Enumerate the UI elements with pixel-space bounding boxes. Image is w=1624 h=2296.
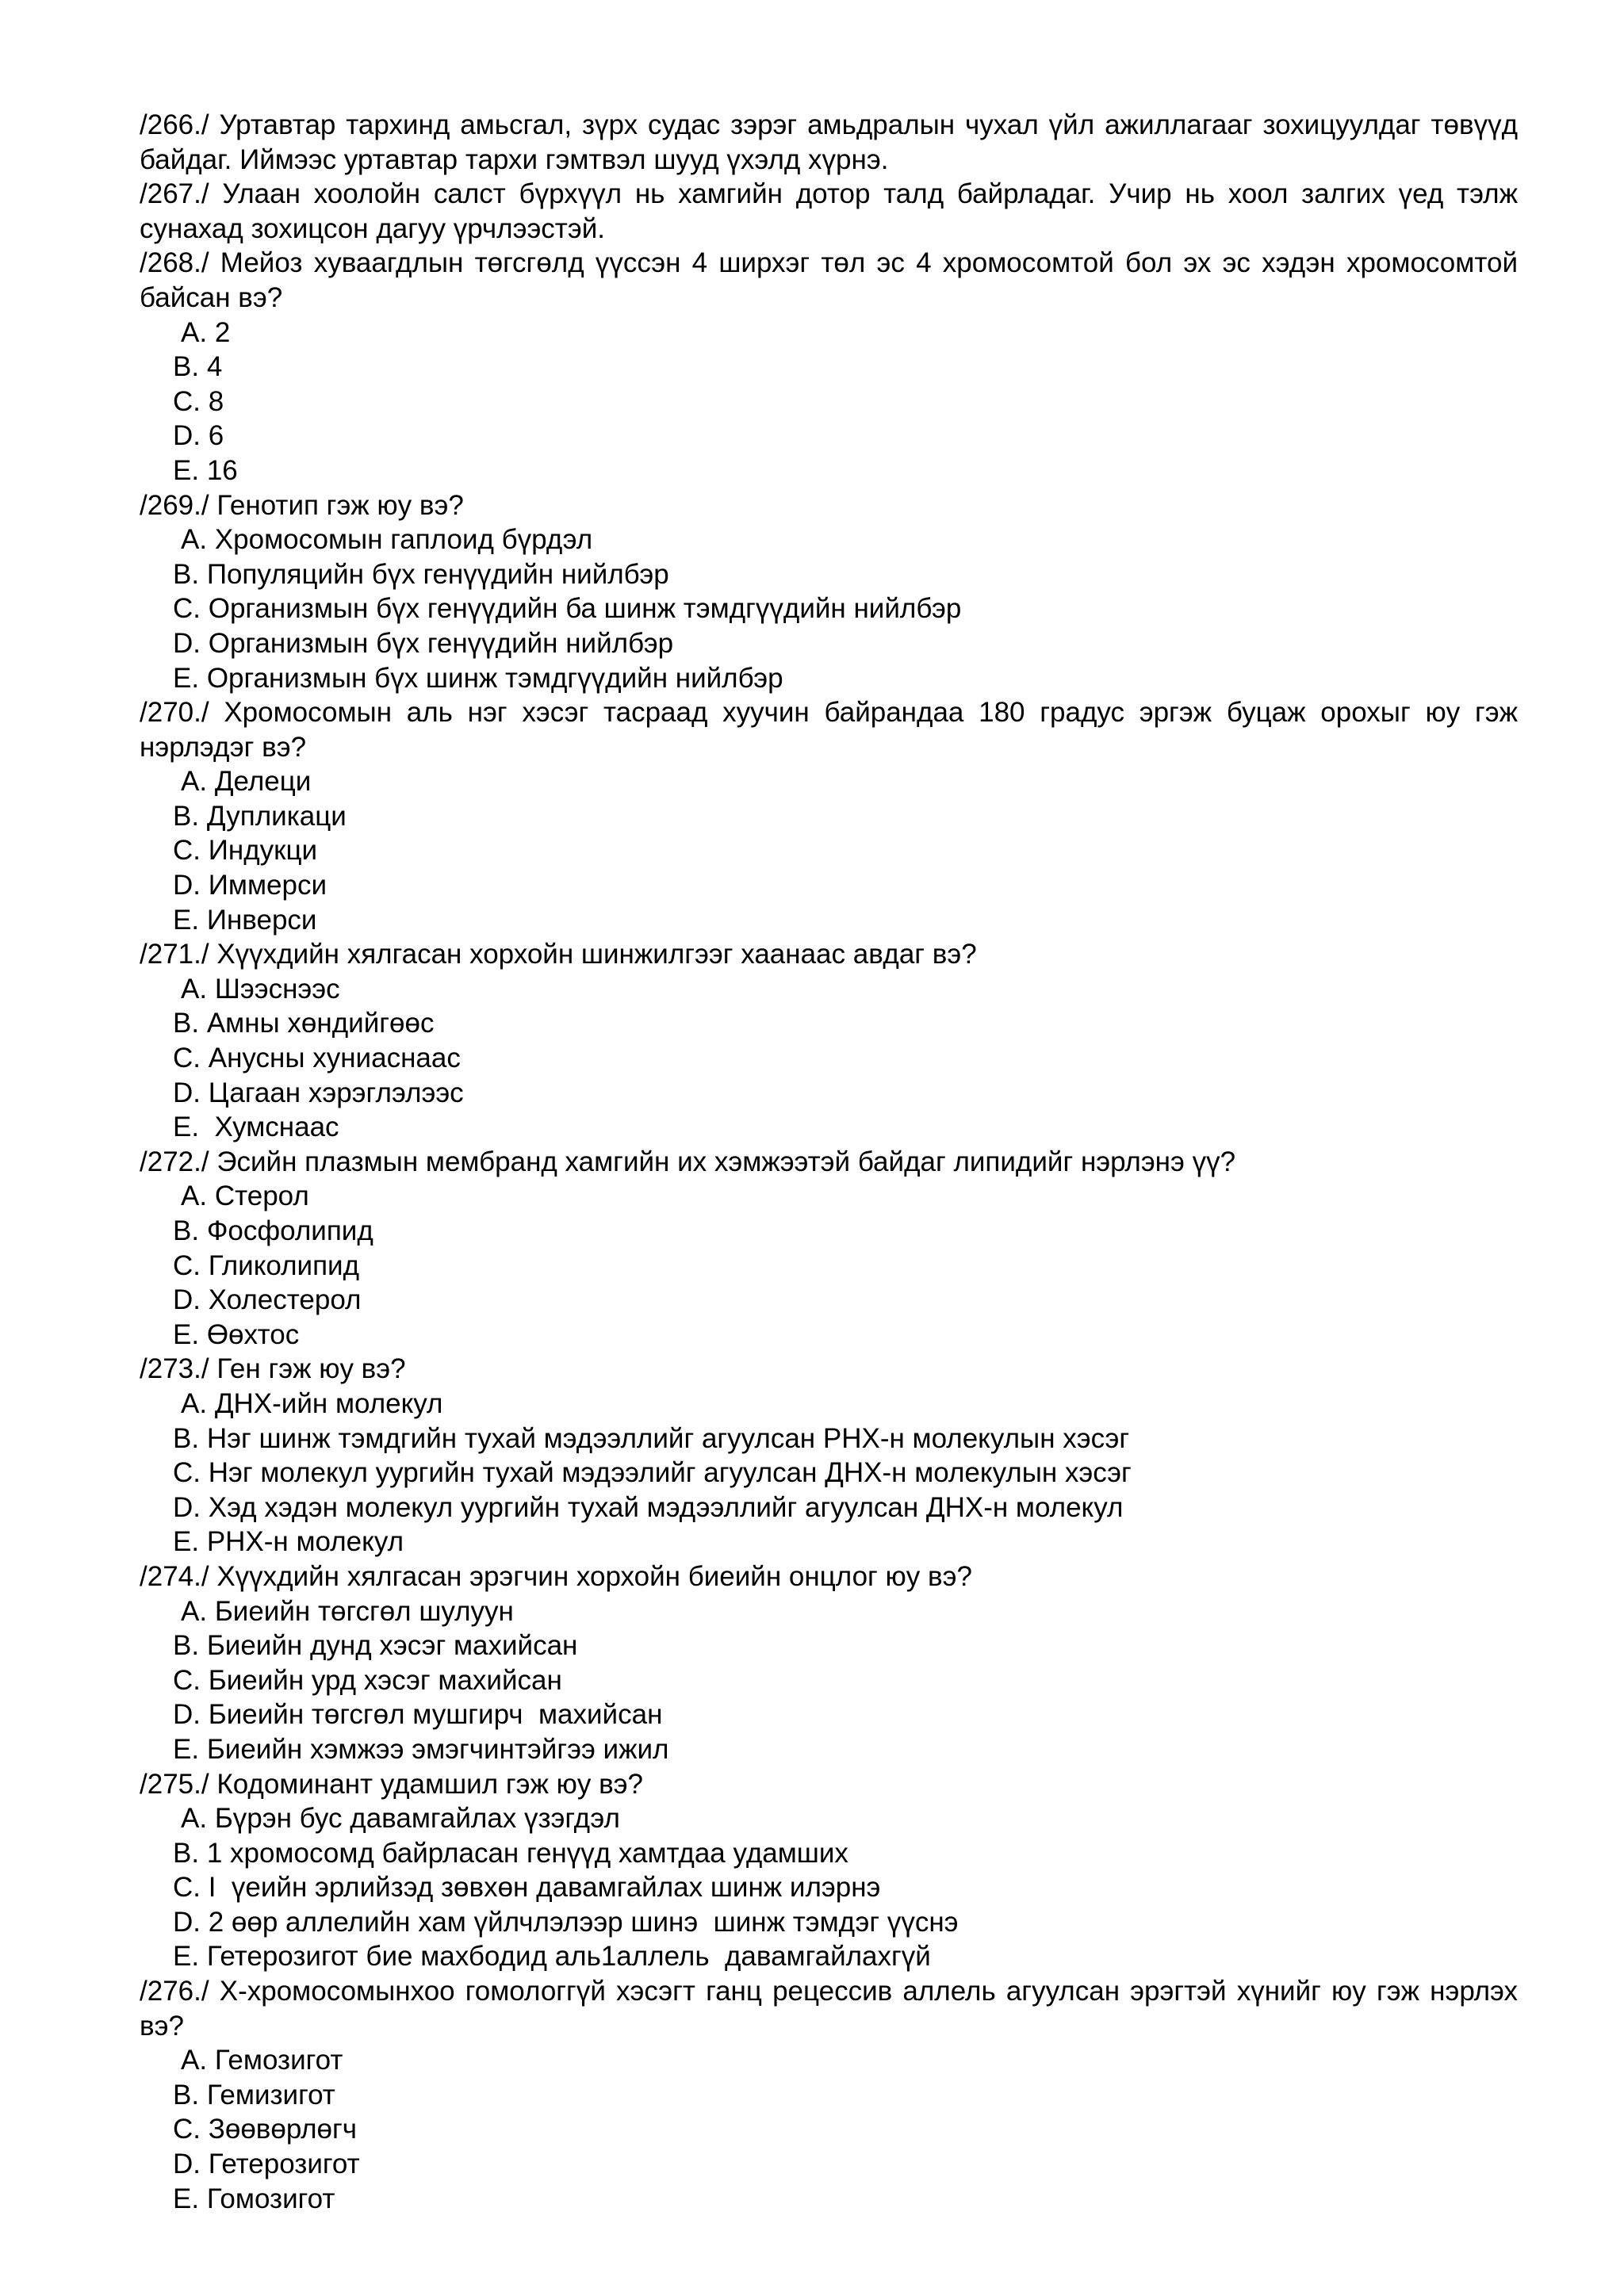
answer-option xyxy=(140,1732,1518,1767)
question-text xyxy=(140,1145,1518,1180)
question-text xyxy=(140,1767,1518,1802)
answer-option xyxy=(140,833,1518,868)
option-text: 8 xyxy=(208,385,224,417)
option-text: Хромосомын гаплоид бүрдэл xyxy=(214,524,593,556)
question-body: Уртавтар тархинд амьсгал, зүрх судас зэрэг амьдралын чухал үйл ажиллагааг зохицуулдаг төвүүд байдаг. Иймээс уртавтар тархи гэмтвэл шууд үхэлд хүрнэ. xyxy=(140,109,1519,175)
option-letter: E. xyxy=(173,2183,200,2214)
option-letter: E. xyxy=(173,454,200,486)
option-text: Хэд хэдэн молекул уургийн тухай мэдээллийг агуулсан ДНХ-н молекул xyxy=(208,1491,1124,1523)
option-text: РНХ-н молекул xyxy=(206,1526,404,1558)
option-letter: D. xyxy=(173,420,201,452)
question-text xyxy=(140,246,1518,315)
question-block xyxy=(140,488,1518,696)
option-letter: C. xyxy=(173,1249,201,1281)
question-number: /268./ xyxy=(140,247,209,279)
option-text: Биеийн дунд хэсэг махийсан xyxy=(206,1630,578,1662)
answer-option xyxy=(140,1525,1518,1559)
question-number: /276./ xyxy=(140,1976,209,2007)
question-text xyxy=(140,1559,1518,1594)
option-text: 2 өөр аллелийн хам үйлчлэлээр шинэ шинж тэмдэг үүснэ xyxy=(208,1906,959,1938)
option-letter: E. xyxy=(173,1941,200,1973)
option-text: Инверси xyxy=(206,904,317,936)
option-letter: A. xyxy=(181,766,208,798)
option-letter: A. xyxy=(181,1803,208,1835)
answer-option xyxy=(140,1214,1518,1249)
question-block xyxy=(140,1767,1518,1975)
option-letter: A. xyxy=(181,1181,208,1212)
option-text: Биеийн урд хэсэг махийсан xyxy=(208,1664,562,1696)
option-letter: D. xyxy=(173,870,201,901)
option-text: 2 xyxy=(214,316,231,348)
answer-option xyxy=(140,591,1518,626)
option-text: Организмын бүх шинж тэмдгүүдийн нийлбэр xyxy=(206,662,783,694)
option-letter: C. xyxy=(173,1872,201,1904)
option-letter: C. xyxy=(173,593,201,625)
option-text: 6 xyxy=(208,420,224,452)
question-block xyxy=(140,1559,1518,1767)
option-text: Бүрэн бус давамгайлах үзэгдэл xyxy=(214,1803,620,1835)
question-number: /271./ xyxy=(140,939,209,970)
answer-option xyxy=(140,2147,1518,2182)
option-letter: D. xyxy=(173,627,201,659)
option-letter: D. xyxy=(173,1077,201,1108)
option-letter: C. xyxy=(173,385,201,417)
option-text: Дупликаци xyxy=(206,800,347,832)
option-text: Гликолипид xyxy=(208,1249,359,1281)
answer-option xyxy=(140,1490,1518,1525)
option-letter: E. xyxy=(173,662,200,694)
answer-option xyxy=(140,1456,1518,1490)
answer-option xyxy=(140,316,1518,350)
option-letter: D. xyxy=(173,1699,201,1731)
option-letter: A. xyxy=(181,1595,208,1627)
option-letter: B. xyxy=(173,351,200,383)
answer-option xyxy=(140,1318,1518,1353)
answer-option xyxy=(140,350,1518,385)
question-text xyxy=(140,488,1518,523)
question-block xyxy=(140,695,1518,937)
document-page xyxy=(140,108,1518,2216)
answer-option xyxy=(140,903,1518,938)
option-text: Нэг шинж тэмдгийн тухай мэдээллийг агуулсан РНХ-н молекулын хэсэг xyxy=(206,1422,1130,1454)
answer-option xyxy=(140,419,1518,453)
question-number: /267./ xyxy=(140,178,209,210)
option-text: Гомозигот xyxy=(206,2183,335,2214)
question-body: Эсийн плазмын мембранд хамгийн их хэмжээтэй байдаг липидийг нэрлэнэ үү? xyxy=(216,1146,1236,1177)
question-list xyxy=(140,108,1518,2216)
answer-option xyxy=(140,661,1518,696)
option-letter: B. xyxy=(173,2079,200,2110)
answer-option xyxy=(140,1283,1518,1318)
option-letter: E. xyxy=(173,1112,200,1143)
option-text: Фосфолипид xyxy=(206,1215,373,1246)
option-text: Гетерозигот бие махбодид аль1аллель давамгайлахгүй xyxy=(206,1941,931,1973)
option-letter: C. xyxy=(173,2114,201,2145)
option-letter: E. xyxy=(173,1733,200,1765)
option-text: Цагаан хэрэглэлээс xyxy=(208,1077,464,1108)
answer-option xyxy=(140,453,1518,488)
option-text: Биеийн төгсгөл мушгирч махийсан xyxy=(208,1699,663,1731)
question-number: /269./ xyxy=(140,489,209,521)
option-text: Иммерси xyxy=(208,870,327,901)
answer-option xyxy=(140,1697,1518,1732)
answer-option xyxy=(140,868,1518,903)
question-text xyxy=(140,937,1518,972)
question-number: /274./ xyxy=(140,1560,209,1592)
question-block xyxy=(140,246,1518,488)
option-text: Хумснаас xyxy=(206,1112,339,1143)
option-letter: B. xyxy=(173,1422,200,1454)
question-block xyxy=(140,177,1518,246)
answer-option xyxy=(140,1006,1518,1041)
option-letter: E. xyxy=(173,904,200,936)
question-block xyxy=(140,937,1518,1145)
option-text: Өөхтос xyxy=(206,1318,300,1350)
question-body: Улаан хоолойн салст бүрхүүл нь хамгийн дотор талд байрладаг. Учир нь хоол залгих үед тэлж сунахад зохицсон дагуу үрчлээстэй. xyxy=(140,178,1518,244)
question-body: Хромосомын аль нэг хэсэг тасраад хуучин байрандаа 180 градус эргэж буцаж орохыг юу гэж нэрлэдэг вэ? xyxy=(140,697,1518,763)
option-text: Амны хөндийгөөс xyxy=(206,1008,435,1039)
option-letter: D. xyxy=(173,2149,201,2180)
answer-option xyxy=(140,1939,1518,1974)
option-text: I үеийн эрлийзэд зөвхөн давамгайлах шинж илэрнэ xyxy=(208,1872,881,1904)
answer-option xyxy=(140,1663,1518,1698)
answer-option xyxy=(140,1249,1518,1284)
question-body: Генотип гэж юу вэ? xyxy=(216,489,464,521)
answer-option xyxy=(140,2078,1518,2113)
question-body: Хүүхдийн хялгасан эрэгчин хорхойн биеийн онцлог юу вэ? xyxy=(216,1560,972,1592)
answer-option xyxy=(140,1905,1518,1940)
option-letter: E. xyxy=(173,1318,200,1350)
option-letter: A. xyxy=(181,973,208,1004)
option-letter: C. xyxy=(173,1043,201,1074)
option-text: Стерол xyxy=(214,1181,309,1212)
option-text: Зөөвөрлөгч xyxy=(208,2114,358,2145)
question-text xyxy=(140,1352,1518,1387)
option-letter: D. xyxy=(173,1284,201,1316)
answer-option xyxy=(140,972,1518,1007)
option-letter: A. xyxy=(181,524,208,556)
option-letter: C. xyxy=(173,835,201,867)
answer-option xyxy=(140,1387,1518,1422)
question-block xyxy=(140,1352,1518,1559)
option-letter: B. xyxy=(173,1630,200,1662)
option-text: 1 хромосомд байрласан генүүд хамтдаа удамших xyxy=(206,1837,848,1869)
option-letter: D. xyxy=(173,1906,201,1938)
answer-option xyxy=(140,626,1518,661)
answer-option xyxy=(140,1179,1518,1214)
option-letter: B. xyxy=(173,1837,200,1869)
option-letter: A. xyxy=(181,2045,208,2076)
question-number: /275./ xyxy=(140,1768,209,1800)
option-text: Делеци xyxy=(214,766,312,798)
question-number: /273./ xyxy=(140,1353,209,1385)
answer-option xyxy=(140,2182,1518,2217)
question-number: /266./ xyxy=(140,109,209,140)
question-body: Х-хромосомынхоо гомологгүй хэсэгт ганц рецессив аллель агуулсан эрэгтэй хүнийг юу гэж нэрлэх вэ? xyxy=(140,1976,1518,2042)
question-block xyxy=(140,1145,1518,1353)
question-number: /272./ xyxy=(140,1146,209,1177)
option-letter: E. xyxy=(173,1526,200,1558)
answer-option xyxy=(140,1836,1518,1871)
answer-option xyxy=(140,557,1518,592)
option-text: Шээснээс xyxy=(214,973,340,1004)
option-text: 16 xyxy=(206,454,238,486)
question-text xyxy=(140,695,1518,764)
option-text: Нэг молекул уургийн тухай мэдээлийг агуулсан ДНХ-н молекулын хэсэг xyxy=(208,1457,1132,1489)
answer-option xyxy=(140,1594,1518,1629)
answer-option xyxy=(140,2043,1518,2078)
answer-option xyxy=(140,2112,1518,2147)
option-letter: B. xyxy=(173,1008,200,1039)
question-body: Ген гэж юу вэ? xyxy=(216,1353,406,1385)
question-body: Хүүхдийн хялгасан хорхойн шинжилгээг хаанаас авдаг вэ? xyxy=(216,939,977,970)
option-letter: B. xyxy=(173,1215,200,1246)
option-letter: A. xyxy=(181,316,208,348)
answer-option xyxy=(140,1422,1518,1456)
option-text: Популяцийн бүх генүүдийн нийлбэр xyxy=(206,558,669,590)
answer-option xyxy=(140,522,1518,557)
option-text: Холестерол xyxy=(208,1284,362,1316)
answer-option xyxy=(140,1801,1518,1836)
answer-option xyxy=(140,1041,1518,1076)
option-text: Гемозигот xyxy=(214,2045,343,2076)
option-text: Индукци xyxy=(208,835,318,867)
answer-option xyxy=(140,1110,1518,1145)
answer-option xyxy=(140,385,1518,419)
question-body: Мейоз хуваагдлын төгсгөлд үүссэн 4 ширхэг төл эс 4 хромосомтой бол эх эс хэдэн хромосомтой байсан вэ? xyxy=(140,247,1518,313)
option-text: Гемизигот xyxy=(206,2079,335,2110)
option-letter: D. xyxy=(173,1491,201,1523)
question-body: Кодоминант удамшил гэж юу вэ? xyxy=(216,1768,643,1800)
option-text: 4 xyxy=(206,351,223,383)
question-text xyxy=(140,177,1518,246)
question-number: /270./ xyxy=(140,697,209,729)
option-text: Биеийн хэмжээ эмэгчинтэйгээ ижил xyxy=(206,1733,669,1765)
option-letter: C. xyxy=(173,1457,201,1489)
question-text xyxy=(140,1974,1518,2043)
option-text: Биеийн төгсгөл шулуун xyxy=(214,1595,514,1627)
option-text: ДНХ-ийн молекул xyxy=(214,1387,443,1419)
option-letter: A. xyxy=(181,1387,208,1419)
option-text: Организмын бүх генүүдийн ба шинж тэмдгүүдийн нийлбэр xyxy=(208,593,962,625)
answer-option xyxy=(140,1076,1518,1111)
option-letter: B. xyxy=(173,558,200,590)
answer-option xyxy=(140,1628,1518,1663)
question-text xyxy=(140,108,1518,177)
answer-option xyxy=(140,1870,1518,1905)
option-letter: B. xyxy=(173,800,200,832)
answer-option xyxy=(140,799,1518,834)
question-block xyxy=(140,108,1518,177)
option-text: Организмын бүх генүүдийн нийлбэр xyxy=(208,627,674,659)
option-letter: C. xyxy=(173,1664,201,1696)
option-text: Анусны хуниаснаас xyxy=(208,1043,461,1074)
answer-option xyxy=(140,764,1518,799)
option-text: Гетерозигот xyxy=(208,2149,360,2180)
question-block xyxy=(140,1974,1518,2216)
